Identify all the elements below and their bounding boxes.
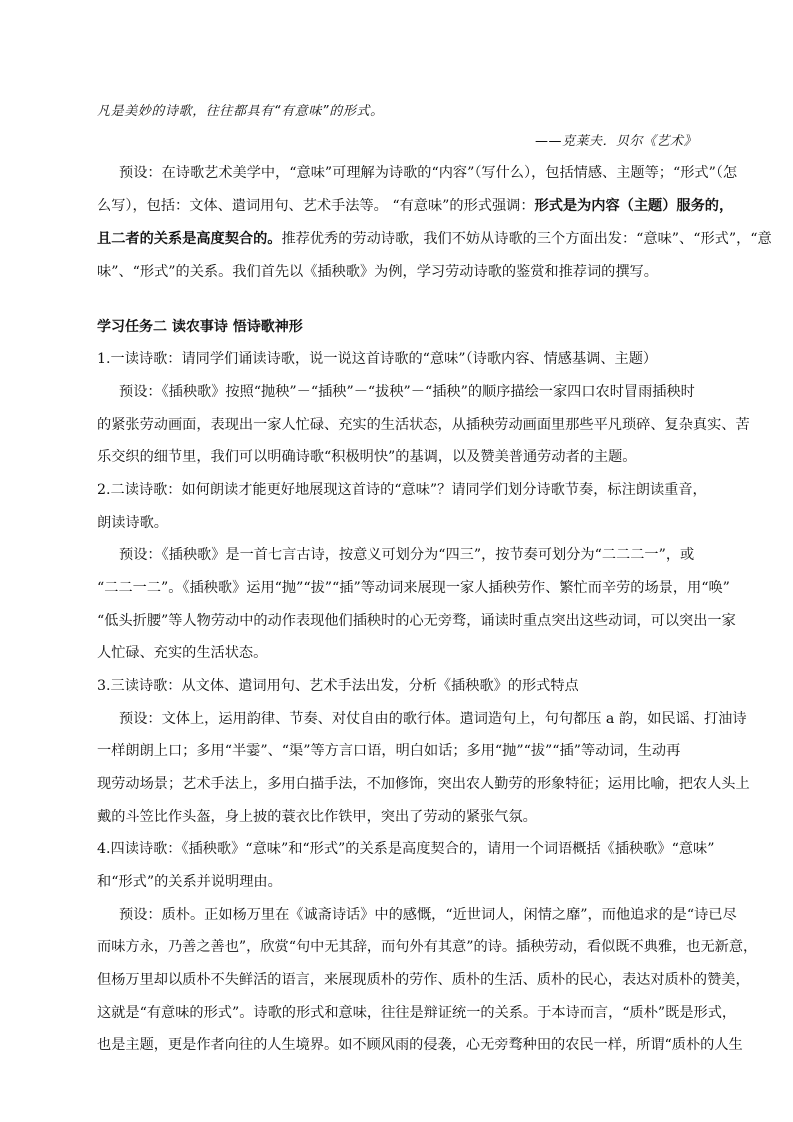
preface-emphasis-2: 且二者的关系是高度契合的。 [97, 231, 282, 247]
epigraph-attribution: ——克莱夫．贝尔《艺术》 [534, 134, 697, 149]
body-line-9: “低头折腰”等人物劳动中的动作表现他们插秧时的心无旁骛，诵读时重点突出这些动词，可以突出一家 [97, 613, 736, 629]
body-line-13: 一样朗朗上口；多用“半霎”、“渠”等方言口语，明白如话；多用“抛”“拔”“插”等动词，生动再 [97, 743, 681, 759]
epigraph-text: 凡是美妙的诗歌，往往都具有“有意味”的形式。 [97, 104, 384, 119]
body-line-18: 预设：质朴。正如杨万里在《诚斋诗话》中的感慨，“近世词人，闲情之靡”，而他追求的是“诗已尽 [119, 907, 737, 923]
preface-line-3-text: 推荐优秀的劳动诗歌，我们不妨从诗歌的三个方面出发：“意味”、“形式”，“意 [281, 231, 772, 247]
body-line-8: “二二一二”。《插秧歌》运用“抛”“拔”“插”等动词来展现一家人插秧劳作、繁忙而辛劳的场景，用“唤” [97, 580, 730, 596]
body-line-2: 预设：《插秧歌》按照“抛秧”－“插秧”－“拔秧”－“插秧”的顺序描绘一家四口农时冒雨插秧时 [119, 384, 695, 400]
body-line-5: 2.二读诗歌：如何朗读才能更好地展现这首诗的“意味”？请同学们划分诗歌节奏，标注朗读重音， [97, 482, 707, 498]
body-line-20: 但杨万里却以质朴不失鲜活的语言，来展现质朴的劳作、质朴的生活、质朴的民心，表达对质朴的赞美， [97, 972, 750, 988]
preface-emphasis-1: 形式是为内容（主题）服务的， [534, 198, 734, 214]
preface-line-2 [97, 197, 734, 215]
body-line-17: 和“形式”的关系并说明理由。 [97, 874, 282, 890]
body-line-3: 的紧张劳动画面，表现出一家人忙碌、充实的生活状态，从插秧劳动画面里那些平凡琐碎、复杂真实、苦 [97, 417, 750, 433]
body-line-4: 乐交织的细节里，我们可以明确诗歌“积极明快”的基调，以及赞美普通劳动者的主题。 [97, 449, 637, 465]
body-line-10: 人忙碌、充实的生活状态。 [97, 645, 268, 661]
body-line-7: 预设：《插秧歌》是一首七言古诗，按意义可划分为“四三”，按节奏可划分为“二二二一”，或 [119, 547, 695, 563]
body-line-21: 这就是“有意味的形式”。诗歌的形式和意味，往往是辩证统一的关系。于本诗而言，“质朴”既是形式， [97, 1005, 737, 1021]
body-line-16: 4.四读诗歌：《插秧歌》“意味”和“形式”的关系是高度契合的，请用一个词语概括《插秧歌》“意味” [97, 841, 715, 857]
preface-line-2-text: 么写），包括：文体、遣词用句、艺术手法等。 “有意味”的形式强调： [97, 198, 535, 214]
body-line-12: 预设：文体上，运用韵律、节奏、对仗自由的歌行体。遣词造句上，句句都压 a 韵，如民谣、打油诗 [119, 711, 747, 727]
body-line-6: 朗读诗歌。 [97, 515, 168, 531]
body-line-11: 3.三读诗歌：从文体、遣词用句、艺术手法出发，分析《插秧歌》的形式特点 [97, 678, 579, 694]
preface-line-4: 味”、“形式”的关系。我们首先以《插秧歌》为例，学习劳动诗歌的鉴赏和推荐词的撰写。 [97, 264, 658, 280]
body-line-1: 1.一读诗歌：请同学们诵读诗歌，说一说这首诗歌的“意味”（诗歌内容、情感基调、主题） [97, 351, 658, 367]
body-line-14: 现劳动场景；艺术手法上，多用白描手法，不加修饰，突出农人勤劳的形象特征；运用比喻，把农人头上 [97, 776, 750, 792]
body-line-22: 也是主题，更是作者向往的人生境界。如不顾风雨的侵袭，心无旁骛种田的农民一样，所谓“质朴的人生 [97, 1037, 743, 1053]
preface-line-3 [97, 230, 772, 248]
preface-line-1: 预设：在诗歌艺术美学中，“意味”可理解为诗歌的“内容”（写什么），包括情感、主题等；“形式”（怎 [119, 165, 738, 181]
body-line-15: 戴的斗笠比作头盔，身上披的蓑衣比作铁甲，突出了劳动的紧张气氛。 [97, 809, 537, 825]
task-heading: 学习任务二 读农事诗 悟诗歌神形 [97, 319, 303, 335]
body-line-19: 而味方永，乃善之善也”，欣赏“句中无其辞，而句外有其意”的诗。插秧劳动，看似既不典雅，也无新意， [97, 939, 758, 955]
